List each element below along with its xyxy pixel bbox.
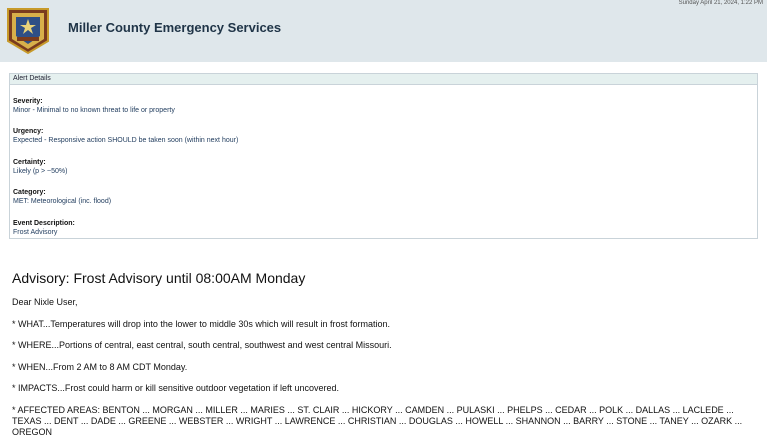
event-description-field [13, 219, 75, 237]
page-header [0, 0, 767, 62]
field-value: Frost Advisory [13, 229, 58, 236]
organization-name: Miller County Emergency Services [68, 20, 282, 35]
field-label: Severity: [13, 98, 43, 105]
field-label: Category: [13, 189, 46, 196]
where-paragraph: * WHERE...Portions of central, east central, south central, southwest and west central Missouri. [12, 340, 392, 350]
when-paragraph: * WHEN...From 2 AM to 8 AM CDT Monday. [12, 362, 188, 372]
certainty-field [13, 158, 67, 176]
field-value: Expected - Responsive action SHOULD be taken soon (within next hour) [13, 137, 239, 144]
field-label: Urgency: [13, 128, 44, 135]
alert-details-heading: Alert Details [10, 74, 757, 85]
advisory-title: Advisory: Frost Advisory until 08:00AM Monday [12, 270, 306, 286]
field-value: MET: Meteorological (inc. flood) [13, 198, 112, 205]
affected-areas-paragraph: * AFFECTED AREAS: BENTON ... MORGAN ... MILLER ... MARIES ... ST. CLAIR ... HICKORY ... CAMDEN ... PULASKI ... PHELPS ... CEDAR ... POLK ... DALLAS ... LACLEDE ... TEXAS ... DENT ... DADE ... GREENE ... WEBSTER ... WRIGHT ... LAWRENCE ... CHRISTIAN ... DOUGLAS ... HOWELL ... SHANNON ... BARRY ... STONE ... TANEY ... OZARK ... OREGON [12, 405, 743, 437]
field-label: Certainty: [13, 159, 46, 166]
county-seal-logo[interactable] [2, 3, 54, 55]
impacts-paragraph: * IMPACTS...Frost could harm or kill sensitive outdoor vegetation if left uncovered. [12, 383, 339, 393]
field-value: Likely (p > ~50%) [13, 168, 68, 175]
what-paragraph: * WHAT...Temperatures will drop into the lower to middle 30s which will result in frost formation. [12, 319, 390, 329]
field-label: Event Description: [13, 220, 75, 227]
urgency-field [13, 127, 238, 145]
alert-details-panel [9, 73, 758, 239]
severity-field [13, 97, 175, 115]
category-field [13, 188, 111, 206]
field-value: Minor - Minimal to no known threat to life or property [13, 107, 175, 114]
timestamp: Sunday April 21, 2024, 1:22 PM [678, 0, 763, 6]
greeting: Dear Nixle User, [12, 297, 78, 307]
